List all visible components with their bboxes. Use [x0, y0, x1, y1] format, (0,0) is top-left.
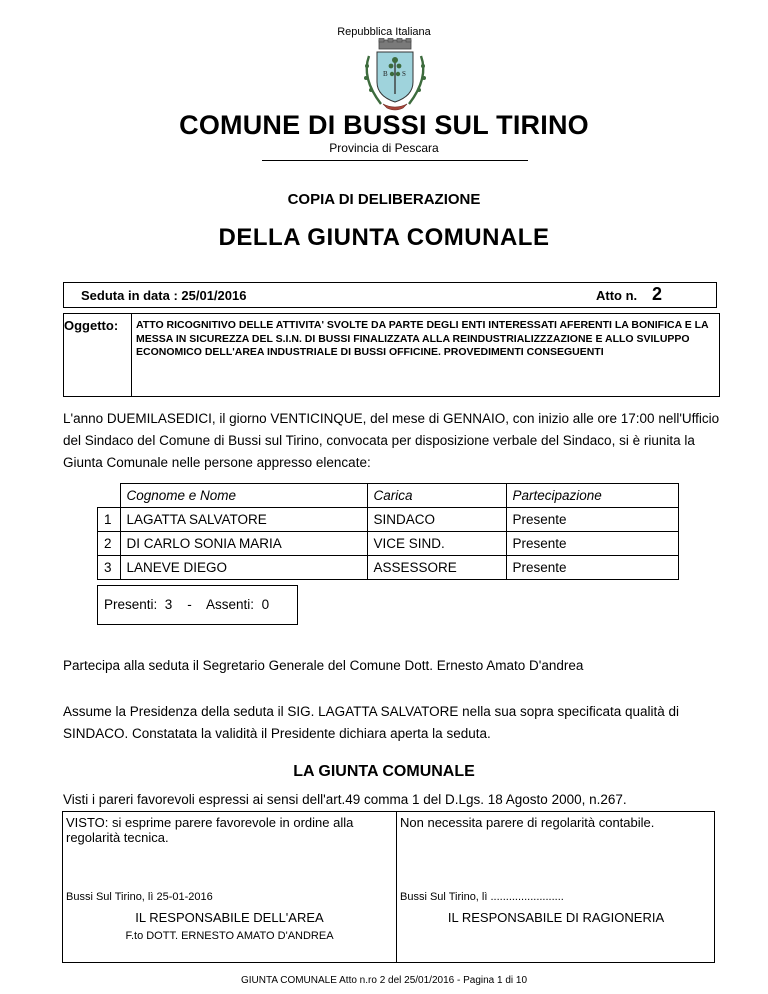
opinions-box — [62, 811, 715, 963]
table-header-row — [98, 484, 679, 508]
republic-label: Repubblica Italiana — [337, 26, 431, 38]
subject-text: ATTO RICOGNITIVO DELLE ATTIVITA' SVOLTE DA PARTE DEGLI ENTI INTERESSATI AFERENTI LA BONIFICA E LA MESSA IN SICUREZZA DEL S.I.N. DI BUSSI FINALIZZATA ALLA REINDUSTRIALIZZZAZIONE E ALLO SVILUPPO ECONOMICO DELL'AREA INDUSTRIALE DI BUSSI OFFICINE. PROVEDIMENTI CONSEGUENTI — [136, 319, 709, 358]
row-attendance: Presente — [506, 508, 679, 532]
act-label: Atto n. — [596, 288, 638, 303]
members-table — [97, 483, 679, 580]
council-heading: LA GIUNTA COMUNALE — [293, 763, 475, 780]
subject-box — [63, 313, 720, 397]
secretary-paragraph: Partecipa alla seduta il Segretario Generale del Comune Dott. Ernesto Amato D'andrea — [63, 658, 584, 673]
attendance-summary-box — [97, 585, 298, 625]
act-number: 2 — [652, 284, 663, 304]
accounting-opinion-date: Bussi Sul Tirino, lì ........................ — [400, 891, 564, 903]
technical-responsible-signature: F.to DOTT. ERNESTO AMATO D'ANDREA — [125, 930, 334, 942]
header-cell-index — [98, 484, 121, 508]
header-cell-attendance: Partecipazione — [506, 484, 679, 508]
row-name: DI CARLO SONIA MARIA — [120, 532, 367, 556]
row-attendance: Presente — [506, 556, 679, 580]
copy-heading: COPIA DI DELIBERAZIONE — [287, 191, 481, 208]
row-name: LANEVE DIEGO — [120, 556, 367, 580]
table-row — [98, 508, 679, 532]
subject-label: Oggetto: — [64, 318, 119, 333]
presidency-paragraph: Assume la Presidenza della seduta il SIG. LAGATTA SALVATORE nella sua sopra specificata qualità di SINDACO. Constatata la validità il Presidente dichiara aperta la seduta. — [63, 704, 680, 741]
opinions-intro: Visti i pareri favorevoli espressi ai sensi dell'art.49 comma 1 del D.Lgs. 18 Agosto 2000, n.267. — [63, 792, 627, 807]
row-attendance: Presente — [506, 532, 679, 556]
session-box — [63, 282, 717, 308]
session-date: Seduta in data : 25/01/2016 — [81, 288, 247, 303]
municipality-title: COMUNE DI BUSSI SUL TIRINO — [179, 110, 589, 140]
row-role: SINDACO — [367, 508, 506, 532]
row-name: LAGATTA SALVATORE — [120, 508, 367, 532]
row-index: 1 — [98, 508, 121, 532]
header-cell-role: Carica — [367, 484, 506, 508]
municipal-crest — [355, 38, 435, 112]
table-row — [98, 532, 679, 556]
crest-letter-s: S — [402, 70, 406, 78]
accounting-opinion-text: Non necessita parere di regolarità contabile. — [400, 815, 655, 830]
subject-divider — [131, 314, 132, 396]
row-index: 3 — [98, 556, 121, 580]
opinions-divider — [396, 812, 397, 962]
header-divider — [262, 160, 528, 161]
intro-paragraph: L'anno DUEMILASEDICI, il giorno VENTICINQUE, del mese di GENNAIO, con inizio alle ore 17:00 nell'Ufficio del Sindaco del Comune di Bussi sul Tirino, convocata per disposizione verbale del Sindaco, si è riunita la Giunta Comunale nelle persone appresso elencate: — [63, 411, 720, 470]
technical-opinion-date: Bussi Sul Tirino, lì 25-01-2016 — [66, 891, 213, 903]
technical-opinion-text: VISTO: si esprime parere favorevole in ordine alla regolarità tecnica. — [66, 815, 354, 845]
attendance-summary: Presenti: 3 - Assenti: 0 — [104, 597, 270, 612]
crest-letter-b: B — [383, 70, 388, 78]
accounting-responsible-role: IL RESPONSABILE DI RAGIONERIA — [447, 910, 665, 925]
technical-responsible-role: IL RESPONSABILE DELL'AREA — [135, 910, 324, 925]
page-footer: GIUNTA COMUNALE Atto n.ro 2 del 25/01/2016 - Pagina 1 di 10 — [240, 975, 528, 986]
province-label: Provincia di Pescara — [329, 141, 439, 155]
row-role: VICE SIND. — [367, 532, 506, 556]
table-row — [98, 556, 679, 580]
row-role: ASSESSORE — [367, 556, 506, 580]
row-index: 2 — [98, 532, 121, 556]
header-cell-name: Cognome e Nome — [120, 484, 367, 508]
document-title: DELLA GIUNTA COMUNALE — [218, 224, 550, 251]
